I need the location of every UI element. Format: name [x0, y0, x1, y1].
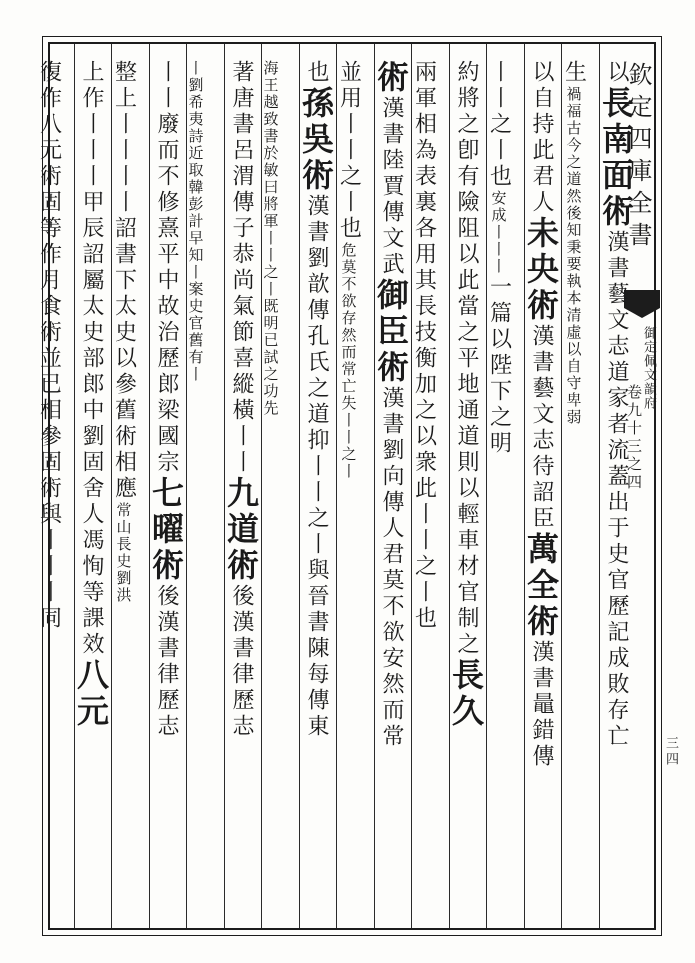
body-text: 約將之卽有險阻以此當之平地通道則以輕車材官制之: [454, 60, 479, 658]
annotation-text: 丨劉希夷詩近取韓彭計早知丨: [186, 60, 205, 281]
body-text: 並用丨丨之丨也: [336, 60, 362, 242]
body-text: 整上丨丨丨丨詔書下太史以參舊術相應: [111, 60, 137, 502]
text-column: [338, 60, 360, 480]
text-column: [522, 60, 560, 770]
headword: 七曜術: [147, 476, 185, 584]
body-text: 漢書鼂錯傳: [529, 640, 554, 770]
headword: 御臣術: [372, 278, 410, 386]
column-rule: [449, 44, 450, 928]
column-rule: [224, 44, 225, 928]
column-rule: [486, 44, 487, 928]
body-text: 兩軍相為表裏各用其長技衡加之以衆此丨丨之丨也: [411, 60, 437, 632]
annotation-text: 案史官舊有丨: [186, 281, 205, 383]
text-column: [72, 60, 110, 730]
body-text: 漢書藝文志道家者流蓋出于史官歷記成敗存亡: [604, 230, 629, 750]
book-title: 欽定四庫全書: [624, 62, 652, 254]
text-column: [488, 60, 510, 457]
annotation-text: 危莫不欲存然而常亡失丨丨之丨: [339, 242, 358, 480]
text-column: [222, 60, 260, 740]
text-column: [38, 60, 60, 632]
body-text: 漢書劉歆傳孔氏之道抑丨丨之丨與晉書陳每傳東: [304, 194, 329, 740]
column-rule: [561, 44, 562, 928]
text-column: [563, 60, 585, 426]
column-rule: [74, 44, 75, 928]
body-text: 後漢書律歷志: [229, 584, 254, 740]
body-text: 漢書藝文志待詔臣: [529, 324, 554, 532]
headword: 未央術: [522, 216, 560, 324]
column-rule: [111, 44, 112, 928]
text-column: [188, 60, 204, 383]
body-text: 著唐書呂渭傳子恭尚氣節喜縱橫丨丨: [229, 60, 254, 476]
body-text: 後漢書律歷志: [154, 584, 179, 740]
column-rule: [524, 44, 525, 928]
column-rule: [411, 44, 412, 928]
headword: 九道術: [222, 476, 260, 584]
headword: 術: [372, 60, 410, 96]
text-column: [372, 60, 410, 750]
body-text: 以自持此君人: [529, 60, 554, 216]
body-text: 上作丨丨丨甲辰詔屬太史部郎中劉固舍人馮恂等課效: [79, 60, 104, 658]
text-column: [263, 60, 279, 417]
column-rule: [299, 44, 300, 928]
body-text: 生: [561, 60, 587, 86]
page-number: 三四: [663, 736, 678, 768]
volume-label: 卷九十三之四: [625, 384, 643, 492]
body-text: 復作八元術固等作月食術並已相參固術與丨丨丨同: [36, 60, 62, 632]
body-text: 漢書劉向傳人君莫不欲安然而常: [379, 386, 404, 750]
side-label: 御定佩文韻府: [641, 326, 656, 410]
column-rule: [374, 44, 375, 928]
text-column: [413, 60, 435, 632]
body-text: 也: [304, 60, 329, 86]
body-text: 丨丨廢而不修熹平中故治歷郎梁國宗: [154, 60, 179, 476]
annotation-text: 安成丨丨丨: [489, 190, 508, 275]
body-text: 丨丨之丨也: [486, 60, 512, 190]
annotation-text: 海王越致書於敏曰將軍丨丨之丨既明已試之功先: [261, 60, 280, 417]
annotation-text: 禍福古今之道然後知秉要執本清虛以自守卑弱: [564, 86, 583, 426]
text-column: [297, 60, 335, 740]
column-rule: [336, 44, 337, 928]
column-rule: [186, 44, 187, 928]
column-rule: [261, 44, 262, 928]
headword: 孫吳術: [297, 86, 335, 194]
headword: 八元: [72, 658, 110, 730]
headword: 萬全術: [522, 532, 560, 640]
annotation-text: 常山長史劉洪: [114, 502, 133, 604]
body-text: 以陛下之明: [486, 327, 512, 457]
text-column: [147, 60, 185, 740]
body-text: 一篇: [486, 275, 512, 327]
text-column: [447, 60, 485, 730]
text-column: [113, 60, 135, 604]
body-text: 漢書陸賈傳文武: [379, 96, 404, 278]
headword: 長南面術: [597, 86, 635, 230]
body-text: 以: [604, 60, 629, 86]
column-rule: [599, 44, 600, 928]
column-rule: [149, 44, 150, 928]
headword: 長久: [447, 658, 485, 730]
